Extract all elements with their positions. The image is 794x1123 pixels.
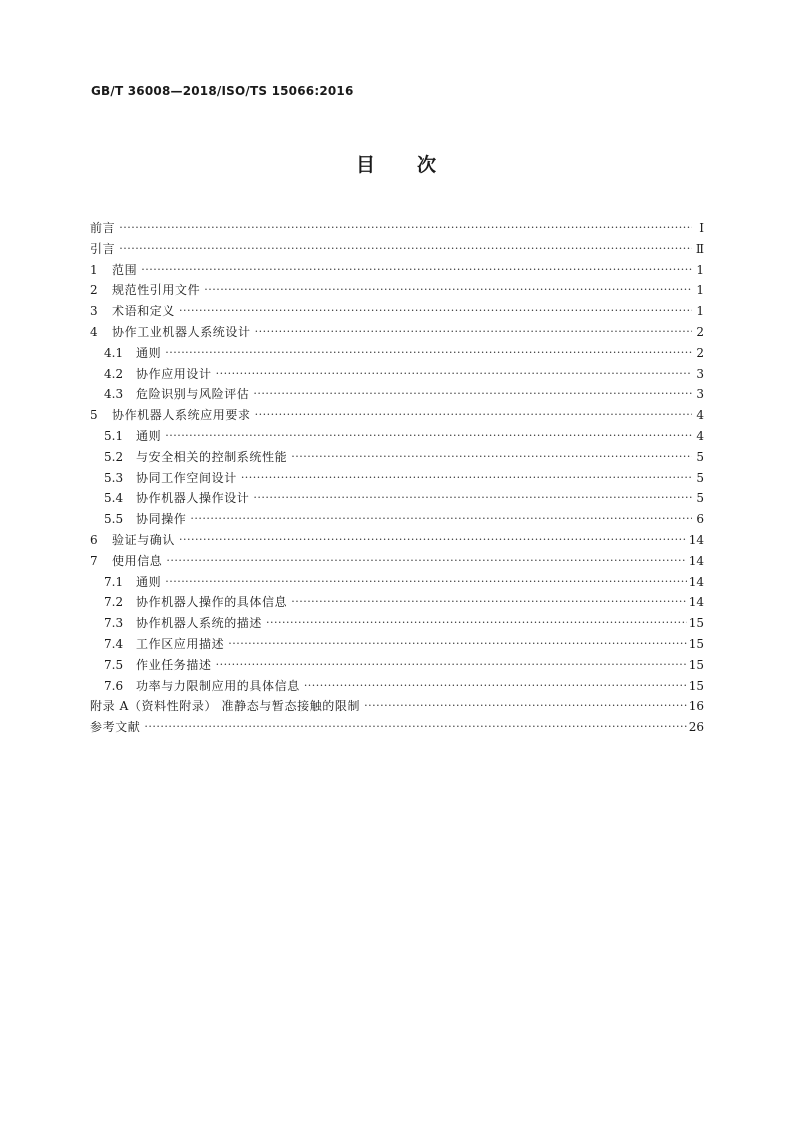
dot-leader bbox=[165, 572, 687, 593]
toc-entry[interactable] bbox=[90, 405, 704, 426]
dot-leader bbox=[119, 218, 692, 239]
dot-leader bbox=[165, 426, 692, 447]
toc-entry-number: 5.1 bbox=[104, 428, 124, 443]
toc-entry-page: 1 bbox=[696, 283, 704, 298]
toc-entry[interactable] bbox=[90, 717, 704, 738]
dot-leader bbox=[216, 655, 687, 676]
dot-leader bbox=[190, 509, 692, 530]
toc-entry-page: 16 bbox=[688, 699, 704, 714]
dot-leader bbox=[179, 301, 692, 322]
toc-entry-number: 7.5 bbox=[104, 657, 124, 672]
dot-leader bbox=[166, 551, 686, 572]
dot-leader bbox=[364, 696, 687, 717]
toc-entry-label: 与安全相关的控制系统性能 bbox=[136, 449, 288, 464]
toc-entry-page: 15 bbox=[688, 657, 704, 672]
toc-entry[interactable] bbox=[90, 364, 704, 385]
toc-entry-label: 协作机器人操作的具体信息 bbox=[136, 595, 288, 610]
toc-entry-page: 3 bbox=[696, 366, 704, 381]
toc-entry[interactable] bbox=[90, 551, 704, 572]
toc-title bbox=[0, 150, 794, 177]
toc-entry-number: 5.3 bbox=[104, 470, 124, 485]
dot-leader bbox=[291, 447, 692, 468]
toc-entry-label: 危险识别与风险评估 bbox=[136, 387, 250, 402]
toc-entry[interactable] bbox=[90, 343, 704, 364]
dot-leader bbox=[266, 613, 687, 634]
toc-entry-label: 通则 bbox=[136, 345, 162, 360]
toc-entry[interactable] bbox=[90, 260, 704, 281]
toc-entry-label: 术语和定义 bbox=[112, 304, 176, 319]
toc-entry-label: 参考文献 bbox=[90, 720, 141, 735]
toc-entry-number: 7.3 bbox=[104, 616, 124, 631]
toc-entry-label: 作业任务描述 bbox=[136, 657, 212, 672]
toc-entry-label: 附录 A（资料性附录） 准静态与暂态接触的限制 bbox=[90, 699, 361, 714]
toc-entry-page: 5 bbox=[696, 449, 704, 464]
toc-entry-page: 5 bbox=[696, 491, 704, 506]
dot-leader bbox=[253, 488, 692, 509]
toc-entry-label: 前言 bbox=[90, 221, 116, 235]
dot-leader bbox=[216, 364, 692, 385]
toc-entry[interactable] bbox=[90, 696, 704, 717]
toc-entry[interactable] bbox=[90, 447, 704, 468]
dot-leader bbox=[179, 530, 687, 551]
toc-entry-number: 4.2 bbox=[104, 366, 124, 381]
toc-entry[interactable] bbox=[90, 530, 704, 551]
toc-entry-page: 6 bbox=[696, 512, 704, 527]
table-of-contents bbox=[90, 218, 704, 738]
toc-entry-label: 协作机器人操作设计 bbox=[136, 491, 250, 506]
toc-entry[interactable] bbox=[90, 634, 704, 655]
toc-entry-label: 范围 bbox=[112, 262, 138, 277]
toc-entry-page: 2 bbox=[696, 324, 704, 339]
toc-entry-label: 通则 bbox=[136, 428, 162, 443]
toc-entry[interactable] bbox=[90, 468, 704, 489]
toc-entry-label: 引言 bbox=[90, 241, 116, 256]
toc-entry[interactable] bbox=[90, 239, 704, 260]
dot-leader bbox=[241, 468, 692, 489]
toc-entry-label: 协作机器人系统应用要求 bbox=[112, 408, 251, 423]
toc-entry[interactable] bbox=[90, 592, 704, 613]
toc-entry-page: 4 bbox=[696, 428, 704, 443]
toc-entry-number: 4.1 bbox=[104, 345, 124, 360]
toc-entry-number: 7.2 bbox=[104, 595, 124, 610]
dot-leader bbox=[165, 343, 692, 364]
toc-entry-number: 5 bbox=[90, 408, 98, 423]
toc-entry-page: 14 bbox=[688, 553, 704, 568]
toc-entry[interactable] bbox=[90, 218, 704, 239]
toc-entry[interactable] bbox=[90, 322, 704, 343]
toc-entry-number: 2 bbox=[90, 283, 98, 298]
toc-entry-label: 通则 bbox=[136, 574, 162, 589]
toc-entry-number: 5.5 bbox=[104, 512, 124, 527]
toc-entry-number: 7 bbox=[90, 553, 98, 568]
toc-entry-number: 7.6 bbox=[104, 678, 124, 693]
dot-leader bbox=[228, 634, 687, 655]
toc-entry-label: 验证与确认 bbox=[112, 532, 176, 547]
dot-leader bbox=[291, 592, 687, 613]
toc-entry-page: 14 bbox=[688, 574, 704, 589]
toc-entry-label: 功率与力限制应用的具体信息 bbox=[136, 678, 300, 693]
toc-entry[interactable] bbox=[90, 676, 704, 697]
toc-entry[interactable] bbox=[90, 384, 704, 405]
toc-entry-number: 5.2 bbox=[104, 449, 124, 464]
dot-leader bbox=[304, 676, 687, 697]
toc-entry-label: 协同工作空间设计 bbox=[136, 470, 237, 485]
dot-leader bbox=[141, 260, 692, 281]
dot-leader bbox=[253, 384, 692, 405]
toc-entry[interactable] bbox=[90, 280, 704, 301]
toc-entry[interactable] bbox=[90, 426, 704, 447]
toc-entry-page: 14 bbox=[688, 595, 704, 610]
toc-entry-label: 规范性引用文件 bbox=[112, 283, 201, 298]
toc-entry[interactable] bbox=[90, 509, 704, 530]
dot-leader bbox=[255, 405, 692, 426]
toc-entry-number: 6 bbox=[90, 532, 98, 547]
toc-entry[interactable] bbox=[90, 301, 704, 322]
toc-entry-page: Ⅱ bbox=[695, 241, 704, 256]
toc-entry-label: 协作工业机器人系统设计 bbox=[112, 324, 251, 339]
toc-entry-label: 协同操作 bbox=[136, 512, 187, 527]
toc-entry-label: 协作应用设计 bbox=[136, 366, 212, 381]
toc-entry-number: 4.3 bbox=[104, 387, 124, 402]
document-code: GB/T 36008—2018/ISO/TS 15066:2016 bbox=[91, 84, 354, 98]
toc-entry-page: 4 bbox=[696, 408, 704, 423]
toc-entry-page: 5 bbox=[696, 470, 704, 485]
toc-entry-number: 7.1 bbox=[104, 574, 124, 589]
toc-entry-page: 15 bbox=[688, 678, 704, 693]
toc-entry-number: 4 bbox=[90, 324, 98, 339]
toc-title-part1: 目 bbox=[355, 154, 377, 176]
dot-leader bbox=[119, 239, 692, 260]
toc-entry-label: 工作区应用描述 bbox=[136, 636, 225, 651]
toc-entry-page: 3 bbox=[696, 387, 704, 402]
dot-leader bbox=[255, 322, 692, 343]
toc-entry-label: 协作机器人系统的描述 bbox=[136, 616, 263, 631]
toc-entry-page: 26 bbox=[688, 720, 704, 735]
toc-title-part2: 次 bbox=[417, 154, 439, 176]
toc-entry-number: 7.4 bbox=[104, 636, 124, 651]
toc-entry-page: 1 bbox=[696, 304, 704, 319]
toc-entry[interactable] bbox=[90, 655, 704, 676]
toc-entry-page: 15 bbox=[688, 616, 704, 631]
toc-entry-page: 15 bbox=[688, 636, 704, 651]
toc-entry-number: 5.4 bbox=[104, 491, 124, 506]
toc-entry-label: 使用信息 bbox=[112, 553, 163, 568]
toc-entry-page: 1 bbox=[696, 262, 704, 277]
toc-entry[interactable] bbox=[90, 488, 704, 509]
toc-entry-page: 2 bbox=[696, 345, 704, 360]
toc-entry-number: 3 bbox=[90, 304, 98, 319]
dot-leader bbox=[144, 717, 686, 738]
toc-entry-page: 14 bbox=[688, 532, 704, 547]
toc-entry[interactable] bbox=[90, 572, 704, 593]
toc-entry[interactable] bbox=[90, 613, 704, 634]
dot-leader bbox=[204, 280, 692, 301]
toc-entry-page: Ⅰ bbox=[699, 221, 704, 235]
toc-entry-number: 1 bbox=[90, 262, 98, 277]
